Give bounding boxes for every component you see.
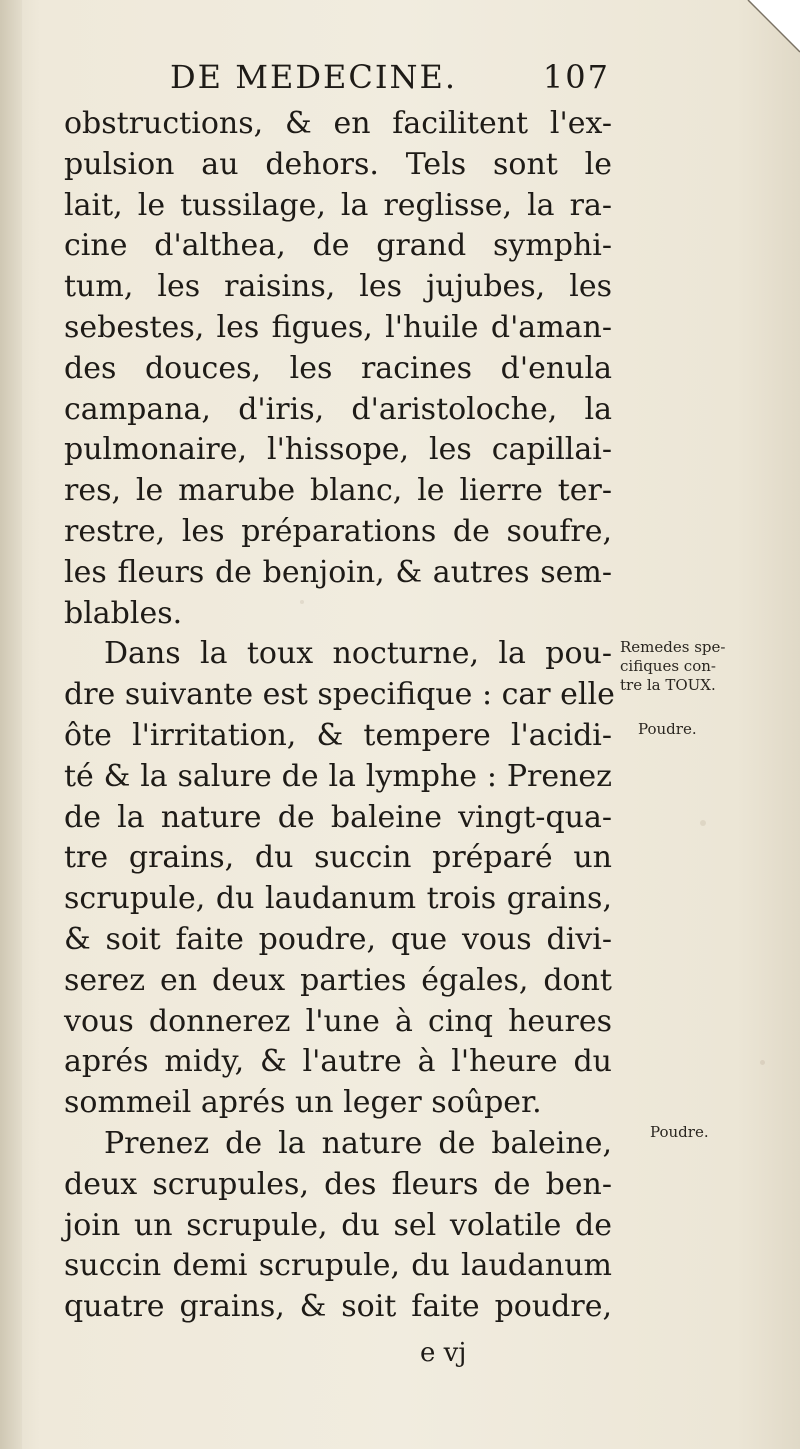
signature-mark: e vj — [420, 1338, 467, 1368]
margin-note-line: Poudre. — [638, 720, 697, 738]
margin-note-line: tre la TOUX. — [620, 676, 716, 694]
page-number: 107 — [542, 58, 610, 96]
body-text — [64, 104, 615, 1328]
margin-note-poudre-2 — [650, 1123, 800, 1142]
text-line: blables. — [64, 595, 183, 631]
paper-spot — [760, 1060, 765, 1065]
text-line: tum, les raisins, les jujubes, les — [64, 269, 612, 305]
text-line: quatre grains, & soit faite poudre, — [64, 1289, 612, 1325]
text-line: & soit faite poudre, que vous divi- — [64, 921, 612, 957]
margin-note-poudre-1 — [638, 720, 800, 739]
text-line: tre grains, du succin préparé un — [64, 840, 612, 876]
text-line: dre suivante est specifique : car elle — [64, 677, 615, 713]
text-line: join un scrupule, du sel volatile de — [64, 1207, 612, 1243]
text-line: de la nature de baleine vingt-qua- — [64, 799, 612, 835]
margin-note-line: Remedes spe- — [620, 638, 726, 656]
text-line: té & la salure de la lymphe : Prenez — [64, 758, 612, 794]
text-line: obstructions, & en facilitent l'ex- — [64, 106, 612, 141]
text-line: ôte l'irritation, & tempere l'acidi- — [64, 717, 612, 753]
text-line: res, le marube blanc, le lierre ter- — [64, 473, 612, 509]
text-line: sommeil aprés un leger soûper. — [64, 1085, 542, 1121]
text-line: Prenez de la nature de baleine, — [104, 1125, 612, 1161]
page-gutter-shadow — [0, 0, 22, 1449]
margin-note-remedes — [620, 638, 795, 695]
text-line: vous donnerez l'une à cinq heures — [64, 1003, 612, 1039]
text-line: aprés midy, & l'autre à l'heure du — [64, 1044, 612, 1080]
text-line: sebestes, les figues, l'huile d'aman- — [64, 309, 612, 345]
text-line: Dans la toux nocturne, la pou- — [104, 636, 612, 672]
text-line: serez en deux parties égales, dont — [64, 962, 612, 998]
margin-note-line: Poudre. — [650, 1123, 709, 1141]
paper-spot — [700, 820, 706, 826]
text-line: succin demi scrupule, du laudanum — [64, 1248, 612, 1284]
text-line: les fleurs de benjoin, & autres sem- — [64, 554, 612, 590]
text-line: des douces, les racines d'enula — [64, 350, 612, 386]
text-line: pulsion au dehors. Tels sont le — [64, 146, 612, 182]
text-line: deux scrupules, des fleurs de ben- — [64, 1166, 612, 1202]
page-header — [170, 52, 610, 98]
running-head: DE MEDECINE. — [170, 58, 457, 96]
page-corner-fold — [720, 0, 800, 80]
text-line: campana, d'iris, d'aristoloche, la — [64, 391, 612, 427]
text-line: lait, le tussilage, la reglisse, la ra- — [64, 187, 612, 223]
text-line: restre, les préparations de soufre, — [64, 513, 612, 549]
text-line: cine d'althea, de grand symphi- — [64, 228, 612, 264]
text-line: pulmonaire, l'hissope, les capillai- — [64, 432, 612, 468]
text-line: scrupule, du laudanum trois grains, — [64, 881, 612, 917]
margin-note-line: cifiques con- — [620, 657, 716, 675]
